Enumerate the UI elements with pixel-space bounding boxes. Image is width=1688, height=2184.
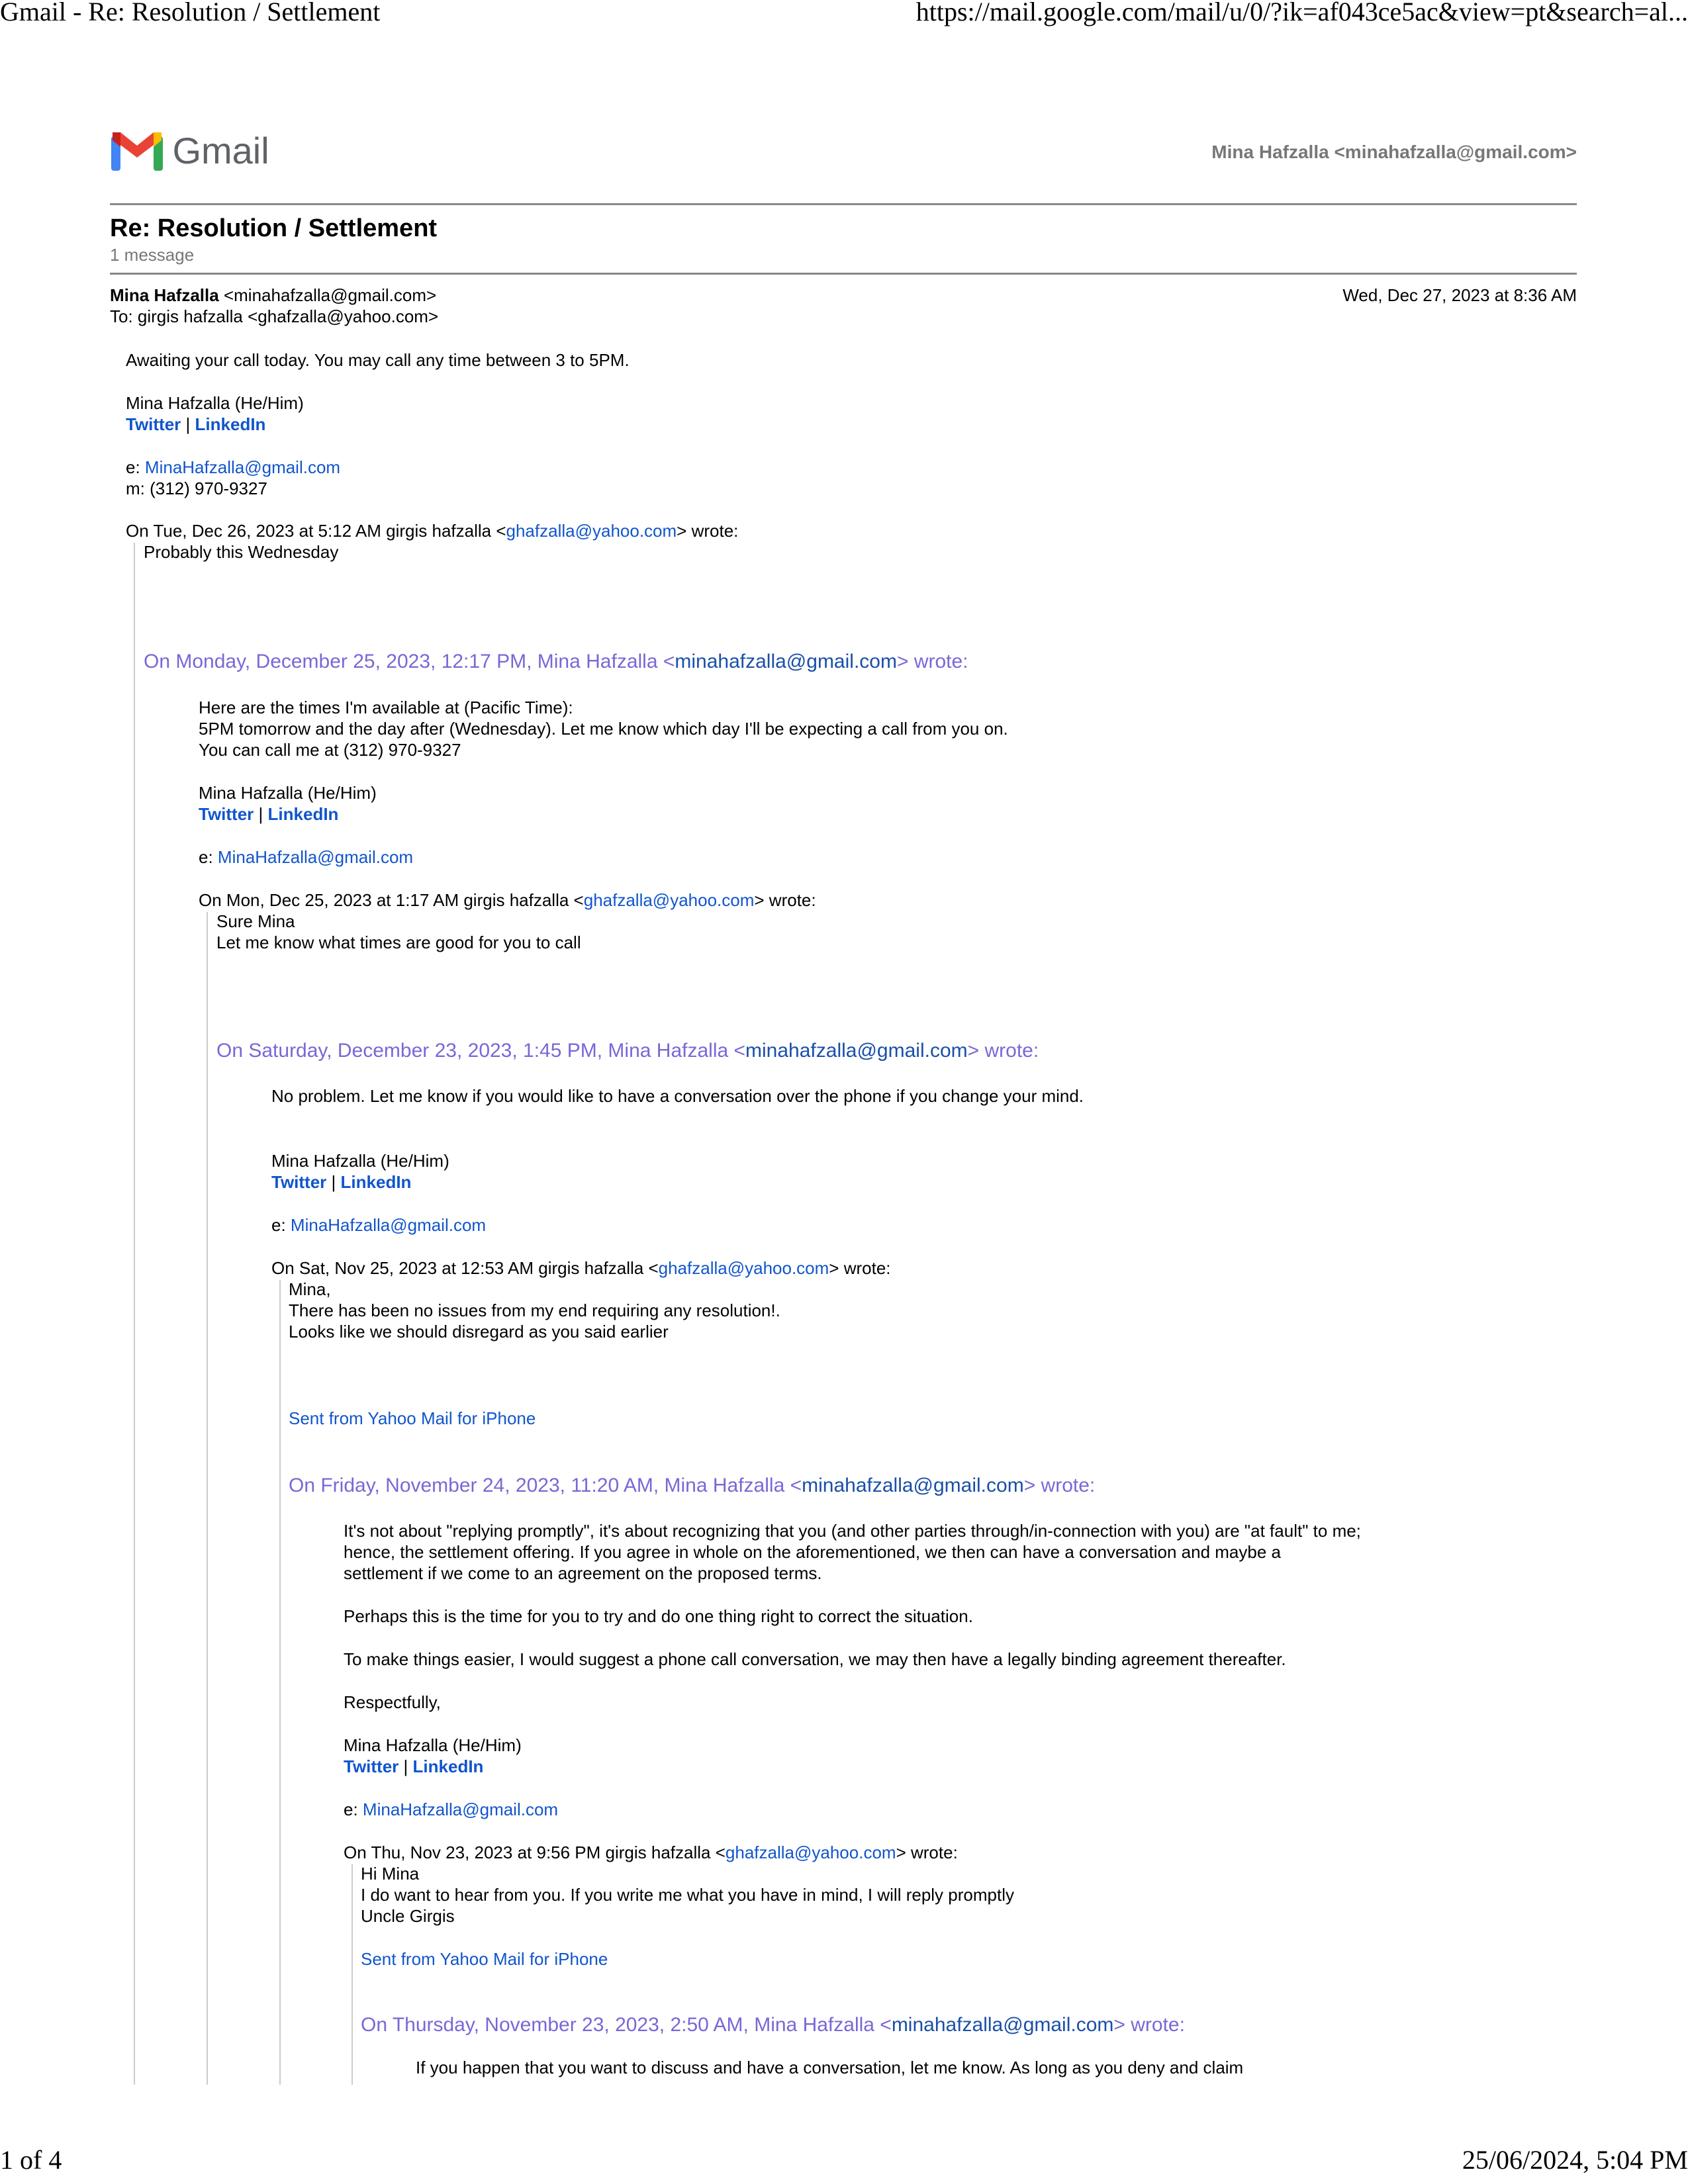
quote-3-line-2: Let me know what times are good for you to call bbox=[216, 933, 581, 952]
quote-header-8 bbox=[361, 2012, 1185, 2038]
quote-header-5-post: > wrote: bbox=[829, 1258, 891, 1278]
quote-header-3-email[interactable]: ghafzalla@yahoo.com bbox=[583, 890, 755, 910]
quote-6-p2: Perhaps this is the time for you to try and do one thing right to correct the situation. bbox=[344, 1606, 973, 1626]
message-count: 1 message bbox=[110, 245, 195, 265]
quote-header-5 bbox=[271, 1257, 891, 1279]
quote-header-4-email[interactable]: minahafzalla@gmail.com bbox=[745, 1040, 968, 1062]
print-datetime: 25/06/2024, 5:04 PM bbox=[1462, 2145, 1688, 2175]
quote-8-line-1: If you happen that you want to discuss and have a conversation, let me know. As long as you deny and claim bbox=[416, 2058, 1244, 2077]
sender-name: Mina Hafzalla bbox=[110, 285, 219, 305]
email-prefix: e: bbox=[126, 457, 145, 477]
quote-header-6-post: > wrote: bbox=[1023, 1475, 1096, 1496]
quote-6-p1-l3: settlement if we come to an agreement on the proposed terms. bbox=[344, 1563, 822, 1583]
quote-header-2-pre: On Monday, December 25, 2023, 12:17 PM, Mina Hafzalla < bbox=[144, 651, 675, 672]
quote-4-line-1: No problem. Let me know if you would like to have a conversation over the phone if you change your mind. bbox=[271, 1086, 1084, 1106]
quote-header-8-pre: On Thursday, November 23, 2023, 2:50 AM, Mina Hafzalla < bbox=[361, 2014, 892, 2036]
sent-from-yahoo-link-2[interactable]: Sent from Yahoo Mail for iPhone bbox=[361, 1949, 608, 1969]
quote-header-2-post: > wrote: bbox=[896, 651, 968, 672]
twitter-link-2[interactable]: Twitter bbox=[199, 804, 254, 824]
signature-name-2: Mina Hafzalla (He/Him) bbox=[199, 783, 377, 803]
quote-6-p3: To make things easier, I would suggest a phone call conversation, we may then have a legally binding agreement thereafter. bbox=[344, 1649, 1286, 1669]
subject-rule bbox=[110, 273, 1577, 275]
linkedin-link-3[interactable]: LinkedIn bbox=[340, 1172, 412, 1192]
signature-email-link[interactable]: MinaHafzalla@gmail.com bbox=[144, 457, 341, 477]
quote-header-6-pre: On Friday, November 24, 2023, 11:20 AM, Mina Hafzalla < bbox=[289, 1475, 802, 1496]
quote-7-line-2: I do want to hear from you. If you write me what you have in mind, I will reply promptly bbox=[361, 1885, 1014, 1905]
social-separator-4: | bbox=[403, 1756, 408, 1776]
signature-social bbox=[126, 414, 265, 435]
quote-6-p4: Respectfully, bbox=[344, 1692, 441, 1712]
signature-name-4: Mina Hafzalla (He/Him) bbox=[344, 1735, 522, 1755]
linkedin-link-4[interactable]: LinkedIn bbox=[412, 1756, 484, 1776]
sender-email: <minahafzalla@gmail.com> bbox=[223, 285, 437, 305]
message-to: To: girgis hafzalla <ghafzalla@yahoo.com> bbox=[110, 306, 439, 326]
quote-5-line-3: Looks like we should disregard as you said earlier bbox=[289, 1322, 669, 1342]
quote-header-4-post: > wrote: bbox=[967, 1040, 1039, 1062]
quote-header-5-pre: On Sat, Nov 25, 2023 at 12:53 AM girgis hafzalla < bbox=[271, 1258, 659, 1278]
gmail-wordmark: Gmail bbox=[172, 130, 269, 171]
social-separator-3: | bbox=[331, 1172, 336, 1192]
print-url: https://mail.google.com/mail/u/0/?ik=af043ce5ac&view=pt&search=al... bbox=[915, 0, 1688, 26]
gmail-m-icon bbox=[110, 130, 164, 172]
quote-7-line-3: Uncle Girgis bbox=[361, 1906, 455, 1926]
quote-header-3-pre: On Mon, Dec 25, 2023 at 1:17 AM girgis hafzalla < bbox=[199, 890, 584, 910]
quote-bar-5 bbox=[279, 1280, 281, 2085]
email-prefix-2: e: bbox=[199, 847, 218, 867]
signature-email-link-4[interactable]: MinaHafzalla@gmail.com bbox=[362, 1799, 559, 1819]
social-separator-2: | bbox=[258, 804, 263, 824]
print-page-number: 1 of 4 bbox=[0, 2145, 62, 2175]
quote-header-3-post: > wrote: bbox=[754, 890, 816, 910]
signature-email-link-3[interactable]: MinaHafzalla@gmail.com bbox=[290, 1215, 487, 1235]
quote-header-5-email[interactable]: ghafzalla@yahoo.com bbox=[658, 1258, 829, 1278]
signature-name-3: Mina Hafzalla (He/Him) bbox=[271, 1151, 449, 1171]
quote-1-body: Probably this Wednesday bbox=[144, 542, 339, 562]
sent-from-yahoo-link-1[interactable]: Sent from Yahoo Mail for iPhone bbox=[289, 1408, 536, 1428]
print-title: Gmail - Re: Resolution / Settlement bbox=[0, 0, 381, 26]
email-prefix-3: e: bbox=[271, 1215, 291, 1235]
thread-subject: Re: Resolution / Settlement bbox=[110, 214, 438, 242]
social-separator: | bbox=[185, 414, 191, 434]
quote-header-1-email[interactable]: ghafzalla@yahoo.com bbox=[506, 521, 677, 541]
quote-6-p1-l2: hence, the settlement offering. If you agree in whole on the aforementioned, we then can have a conversation and maybe a bbox=[344, 1542, 1281, 1562]
quote-header-1 bbox=[126, 520, 738, 541]
quote-5-line-1: Mina, bbox=[289, 1279, 331, 1299]
quote-bar-7 bbox=[352, 1864, 353, 2085]
quote-header-2 bbox=[144, 649, 968, 675]
message-date: Wed, Dec 27, 2023 at 8:36 AM bbox=[1342, 285, 1577, 305]
quote-5-line-2: There has been no issues from my end requiring any resolution!. bbox=[289, 1300, 780, 1320]
signature-name: Mina Hafzalla (He/Him) bbox=[126, 393, 304, 413]
signature-phone: m: (312) 970-9327 bbox=[126, 478, 267, 498]
quote-header-4 bbox=[216, 1038, 1039, 1064]
header-rule bbox=[110, 203, 1577, 205]
linkedin-link-2[interactable]: LinkedIn bbox=[267, 804, 339, 824]
twitter-link-3[interactable]: Twitter bbox=[271, 1172, 327, 1192]
signature-email-link-2[interactable]: MinaHafzalla@gmail.com bbox=[217, 847, 414, 867]
quote-header-6 bbox=[289, 1473, 1095, 1499]
quote-3-line-1: Sure Mina bbox=[216, 911, 295, 931]
signature-email-2 bbox=[199, 846, 413, 868]
quote-header-8-post: > wrote: bbox=[1113, 2014, 1185, 2036]
quote-bar-3 bbox=[207, 912, 208, 2085]
quote-header-1-post: > wrote: bbox=[677, 521, 739, 541]
signature-social-2 bbox=[199, 803, 338, 825]
quote-header-6-email[interactable]: minahafzalla@gmail.com bbox=[802, 1475, 1024, 1496]
quote-2-line-3: You can call me at (312) 970-9327 bbox=[199, 740, 461, 760]
quote-header-4-pre: On Saturday, December 23, 2023, 1:45 PM, Mina Hafzalla < bbox=[216, 1040, 746, 1062]
gmail-logo bbox=[110, 129, 269, 172]
quote-7-line-1: Hi Mina bbox=[361, 1864, 420, 1884]
signature-email bbox=[126, 457, 340, 478]
message-body: Awaiting your call today. You may call any time between 3 to 5PM. bbox=[126, 350, 630, 370]
quote-header-7 bbox=[344, 1842, 958, 1863]
email-prefix-4: e: bbox=[344, 1799, 363, 1819]
quote-header-1-pre: On Tue, Dec 26, 2023 at 5:12 AM girgis hafzalla < bbox=[126, 521, 506, 541]
signature-social-4 bbox=[344, 1756, 483, 1777]
quote-6-p1-l1: It's not about "replying promptly", it's about recognizing that you (and other parties through/in-connection with you) are "at fault" to me; bbox=[344, 1521, 1361, 1541]
quote-header-7-post: > wrote: bbox=[896, 1843, 958, 1862]
quote-2-line-2: 5PM tomorrow and the day after (Wednesday). Let me know which day I'll be expecting a call from you on. bbox=[199, 719, 1008, 739]
twitter-link[interactable]: Twitter bbox=[126, 414, 181, 434]
quote-header-3 bbox=[199, 889, 816, 911]
signature-social-3 bbox=[271, 1171, 411, 1193]
quote-bar-1 bbox=[134, 543, 135, 2085]
signature-email-3 bbox=[271, 1214, 486, 1236]
quote-header-7-pre: On Thu, Nov 23, 2023 at 9:56 PM girgis hafzalla < bbox=[344, 1843, 726, 1862]
quote-header-8-email[interactable]: minahafzalla@gmail.com bbox=[891, 2014, 1114, 2036]
message-from bbox=[110, 285, 436, 306]
linkedin-link[interactable]: LinkedIn bbox=[195, 414, 266, 434]
twitter-link-4[interactable]: Twitter bbox=[344, 1756, 399, 1776]
account-label: Mina Hafzalla <minahafzalla@gmail.com> bbox=[1211, 142, 1577, 162]
signature-email-4 bbox=[344, 1799, 558, 1820]
quote-2-line-1: Here are the times I'm available at (Pacific Time): bbox=[199, 698, 573, 717]
quote-header-2-email[interactable]: minahafzalla@gmail.com bbox=[675, 651, 897, 672]
quote-header-7-email[interactable]: ghafzalla@yahoo.com bbox=[725, 1843, 896, 1862]
